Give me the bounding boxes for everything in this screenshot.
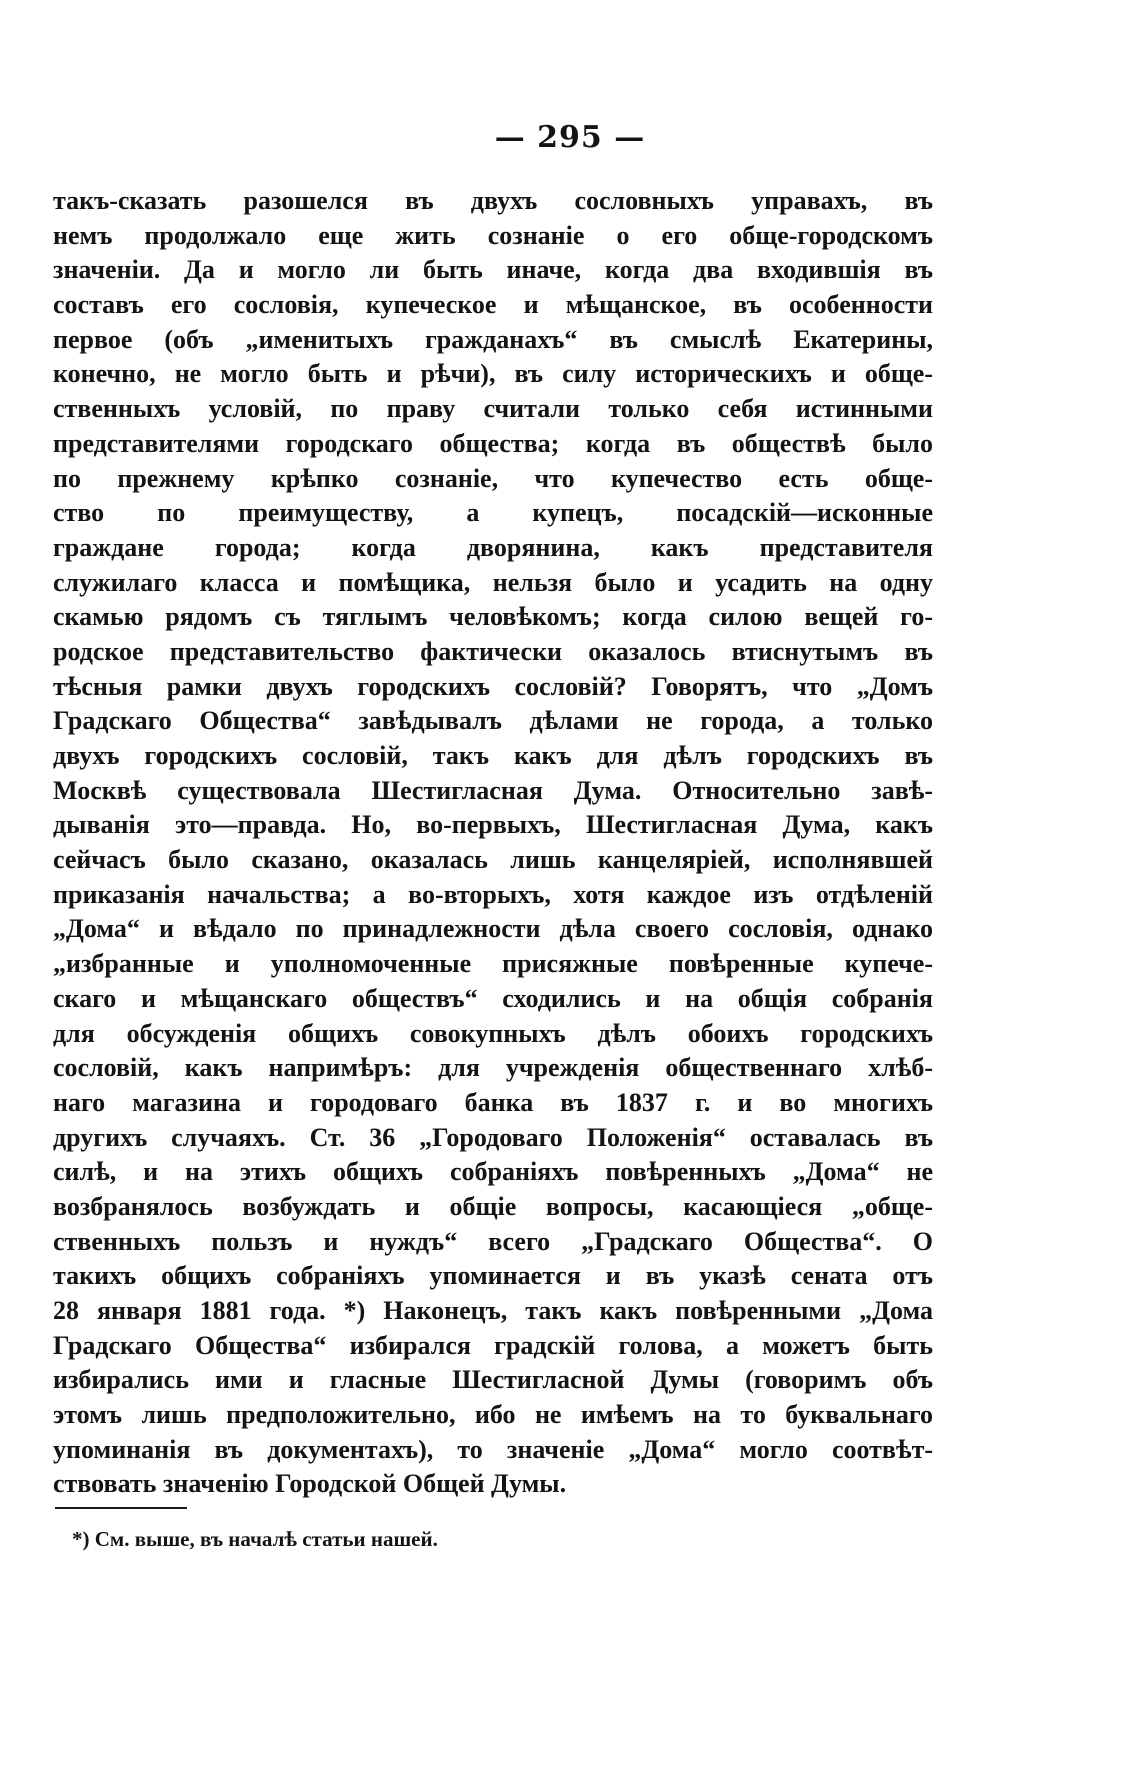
text-line: Градскаго Общества“ завѣдывалъ дѣлами не города, а только bbox=[53, 706, 933, 736]
text-line: конечно, не могло быть и рѣчи), въ силу историческихъ и обще- bbox=[53, 359, 933, 389]
text-line: первое (объ „именитыхъ гражданахъ“ въ смыслѣ Екатерины, bbox=[53, 324, 933, 354]
text-line: двухъ городскихъ сословій, такъ какъ для дѣлъ городскихъ въ bbox=[53, 741, 933, 770]
text-line: представителями городскаго общества; когда въ обществѣ было bbox=[53, 428, 933, 458]
text-line: служилаго класса и помѣщика, нельзя было и усадить на одну bbox=[53, 567, 933, 597]
text-line: возбранялось возбуждать и общіе вопросы, касающіеся „обще- bbox=[53, 1191, 933, 1221]
text-line: родское представительство фактически оказалось втиснутымъ въ bbox=[53, 636, 933, 666]
text-line: для обсужденія общихъ совокупныхъ дѣлъ обоихъ городскихъ bbox=[53, 1018, 933, 1048]
text-line: „Дома“ и вѣдало по принадлежности дѣла своего сословія, однако bbox=[53, 914, 933, 944]
text-line: граждане города; когда дворянина, какъ представителя bbox=[53, 532, 933, 562]
body-text bbox=[53, 184, 933, 1502]
text-line: Москвѣ существовала Шестигласная Дума. Относительно завѣ- bbox=[53, 775, 933, 805]
text-line: сословій, какъ напримѣръ: для учрежденія общественнаго хлѣб- bbox=[53, 1053, 933, 1083]
text-line: избирались ими и гласные Шестигласной Думы (говоримъ объ bbox=[53, 1365, 933, 1395]
footnote-divider bbox=[55, 1507, 187, 1509]
text-line: „избранные и уполномоченные присяжные повѣренные купече- bbox=[53, 949, 933, 979]
text-line: скаго и мѣщанскаго обществъ“ сходились и на общія собранія bbox=[53, 983, 933, 1013]
text-line: по прежнему крѣпко сознаніе, что купечество есть обще- bbox=[53, 463, 933, 493]
text-line: другихъ случаяхъ. Ст. 36 „Городоваго Положенія“ оставалась въ bbox=[53, 1122, 933, 1152]
text-line: наго магазина и городоваго банка въ 1837 г. и во многихъ bbox=[53, 1087, 933, 1117]
text-line: составъ его сословія, купеческое и мѣщанское, въ особенности bbox=[53, 290, 933, 320]
text-line: сейчасъ было сказано, оказалась лишь канцеляріей, исполнявшей bbox=[53, 845, 933, 875]
text-line: ственныхъ условій, по праву считали только себя истинными bbox=[53, 394, 933, 424]
text-line: ство по преимуществу, а купецъ, посадскій—исконные bbox=[53, 498, 933, 528]
text-line: ственныхъ пользъ и нуждъ“ всего „Градскаго Общества“. О bbox=[53, 1226, 933, 1256]
text-line: скамью рядомъ съ тяглымъ человѣкомъ; когда силою вещей го- bbox=[53, 602, 933, 632]
text-line: приказанія начальства; а во-вторыхъ, хотя каждое изъ отдѣленій bbox=[53, 879, 933, 909]
text-line: значеніи. Да и могло ли быть иначе, когда два входившія въ bbox=[53, 255, 933, 285]
page-number: — 295 — bbox=[494, 120, 646, 155]
text-line: тѣсныя рамки двухъ городскихъ сословій? Говорятъ, что „Домъ bbox=[53, 671, 933, 701]
text-line: упоминанія въ документахъ), то значеніе „Дома“ могло соотвѣт- bbox=[53, 1434, 933, 1464]
text-line: такъ-сказать разошелся въ двухъ сословныхъ управахъ, въ bbox=[53, 186, 933, 215]
text-line: немъ продолжало еще жить сознаніе о его обще-городскомъ bbox=[53, 220, 933, 250]
text-line: дыванія это—правда. Но, во-первыхъ, Шестигласная Дума, какъ bbox=[53, 810, 933, 840]
text-line: ствовать значенію Городской Общей Думы. bbox=[53, 1469, 567, 1499]
footnote: *) См. выше, въ началѣ статьи нашей. bbox=[72, 1527, 438, 1551]
text-line: 28 января 1881 года. *) Наконецъ, такъ какъ повѣренными „Дома bbox=[53, 1296, 933, 1325]
text-line: такихъ общихъ собраніяхъ упоминается и въ указѣ сената отъ bbox=[53, 1261, 933, 1291]
text-line: этомъ лишь предположительно, ибо не имѣемъ на то буквальнаго bbox=[53, 1400, 933, 1430]
text-line: Градскаго Общества“ избирался градскій голова, а можетъ быть bbox=[53, 1330, 933, 1360]
text-line: силѣ, и на этихъ общихъ собраніяхъ повѣренныхъ „Дома“ не bbox=[53, 1157, 933, 1187]
